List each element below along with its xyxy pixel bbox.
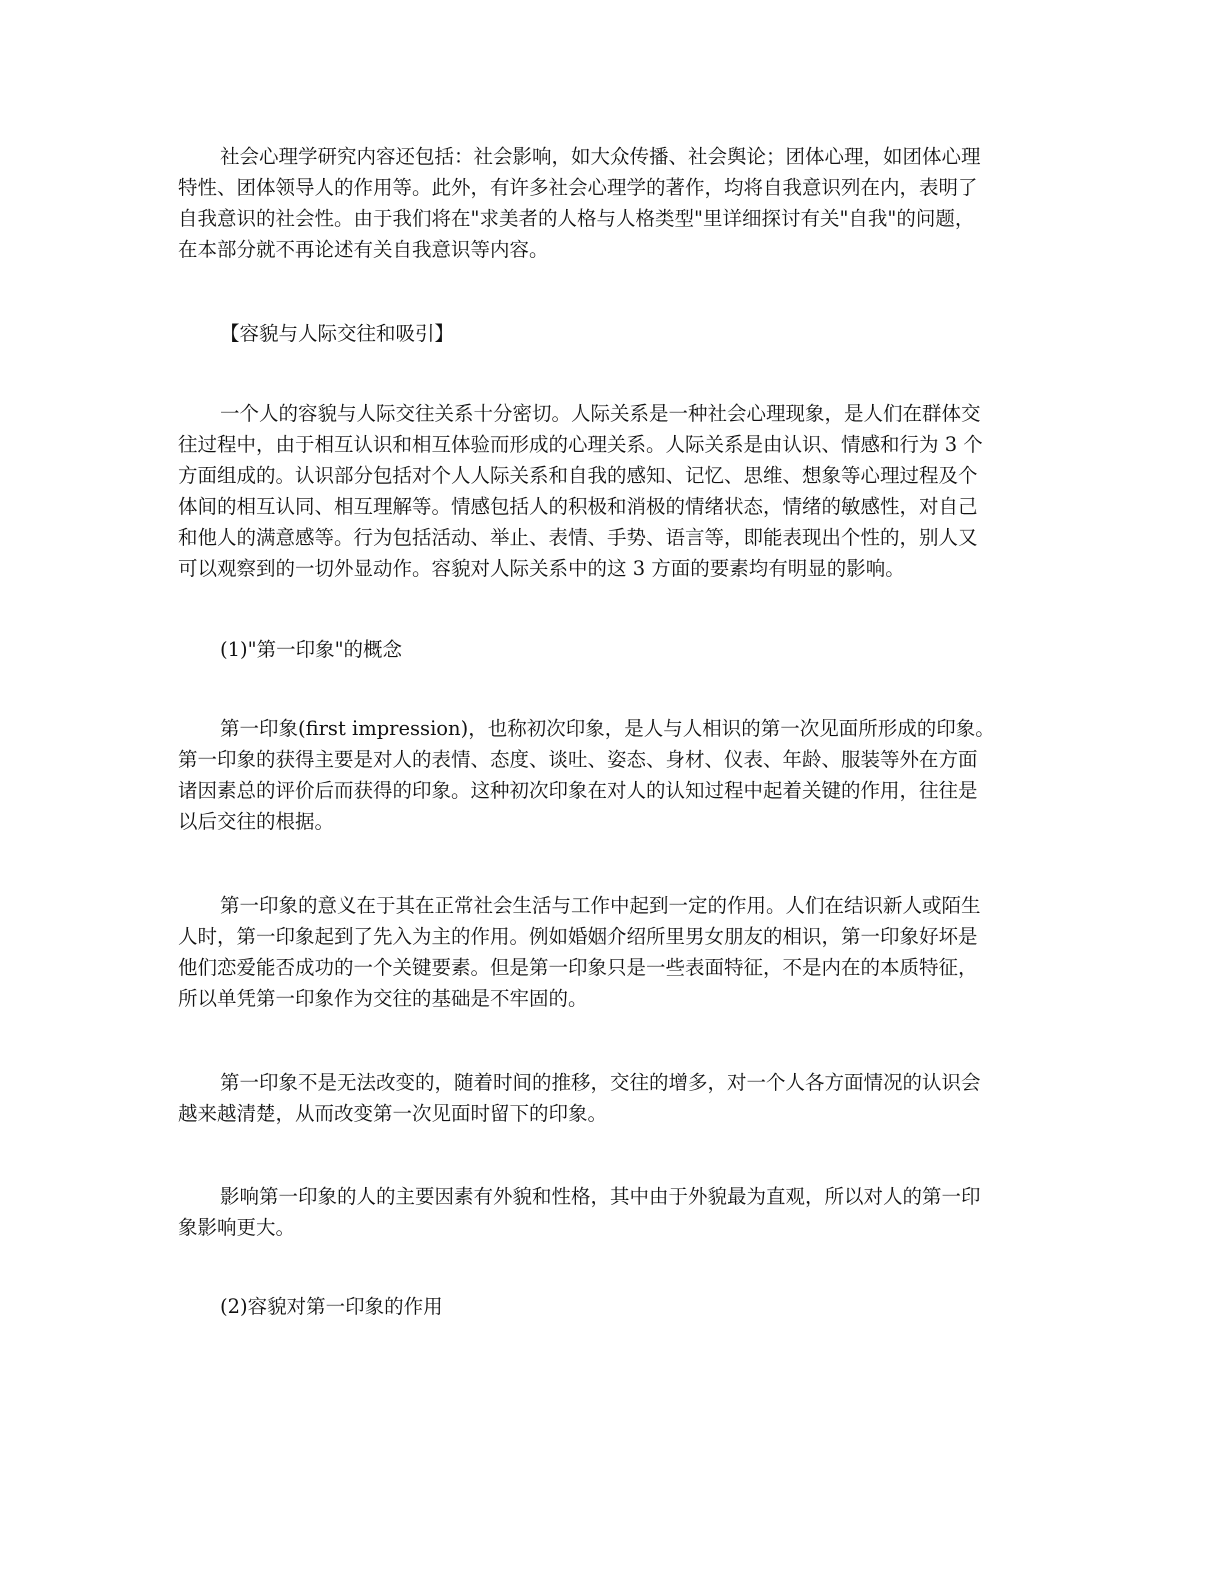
text-line: 象影响更大。 bbox=[178, 1216, 296, 1239]
paragraph-social-psychology-scope bbox=[178, 141, 1038, 265]
paragraph-interpersonal-relations bbox=[178, 398, 1038, 584]
text-line: 社会心理学研究内容还包括：社会影响，如大众传播、社会舆论；团体心理，如团体心理 bbox=[220, 145, 981, 168]
text-line: 体间的相互认同、相互理解等。情感包括人的积极和消极的情绪状态，情绪的敏感性，对自己 bbox=[178, 495, 978, 518]
text-line: 人时，第一印象起到了先入为主的作用。例如婚姻介绍所里男女朋友的相识，第一印象好坏是 bbox=[178, 925, 978, 948]
text-line: 诸因素总的评价后而获得的印象。这种初次印象在对人的认知过程中起着关键的作用，往往是 bbox=[178, 779, 978, 802]
text-line: 第一印象(first impression)，也称初次印象，是人与人相识的第一次见面所形成的印象。 bbox=[220, 717, 995, 740]
section-heading-text: 【容貌与人际交往和吸引】 bbox=[220, 322, 455, 345]
section-heading-appearance-and-attraction bbox=[178, 318, 1038, 349]
text-line: 特性、团体领导人的作用等。此外，有许多社会心理学的著作，均将自我意识列在内，表明了 bbox=[178, 176, 978, 199]
text-line: 在本部分就不再论述有关自我意识等内容。 bbox=[178, 238, 549, 261]
text-line: 以后交往的根据。 bbox=[178, 810, 335, 833]
text-line: 一个人的容貌与人际交往关系十分密切。人际关系是一种社会心理现象，是人们在群体交 bbox=[220, 402, 981, 425]
paragraph-first-impression-factors bbox=[178, 1181, 1038, 1243]
paragraph-first-impression-significance bbox=[178, 890, 1038, 1014]
subheading-text: (1)"第一印象"的概念 bbox=[220, 638, 403, 661]
text-line: 可以观察到的一切外显动作。容貌对人际关系中的这 3 方面的要素均有明显的影响。 bbox=[178, 557, 905, 580]
text-line: 第一印象的获得主要是对人的表情、态度、谈吐、姿态、身材、仪表、年龄、服装等外在方面 bbox=[178, 748, 978, 771]
text-line: 往过程中，由于相互认识和相互体验而形成的心理关系。人际关系是由认识、情感和行为 3 个 bbox=[178, 433, 983, 456]
paragraph-first-impression-changeable bbox=[178, 1067, 1038, 1129]
text-line: 第一印象不是无法改变的，随着时间的推移，交往的增多，对一个人各方面情况的认识会 bbox=[220, 1071, 981, 1094]
text-line: 影响第一印象的人的主要因素有外貌和性格，其中由于外貌最为直观，所以对人的第一印 bbox=[220, 1185, 981, 1208]
text-line: 自我意识的社会性。由于我们将在"求美者的人格与人格类型"里详细探讨有关"自我"的问题， bbox=[178, 207, 975, 230]
subheading-first-impression-concept bbox=[178, 634, 1038, 665]
text-line: 他们恋爱能否成功的一个关键要素。但是第一印象只是一些表面特征，不是内在的本质特征， bbox=[178, 956, 978, 979]
text-line: 第一印象的意义在于其在正常社会生活与工作中起到一定的作用。人们在结识新人或陌生 bbox=[220, 894, 981, 917]
subheading-appearance-effect bbox=[178, 1291, 1038, 1322]
paragraph-first-impression-definition bbox=[178, 713, 1038, 837]
text-line: 和他人的满意感等。行为包括活动、举止、表情、手势、语言等，即能表现出个性的，别人又 bbox=[178, 526, 978, 549]
text-line: 所以单凭第一印象作为交往的基础是不牢固的。 bbox=[178, 987, 588, 1010]
text-line: 越来越清楚，从而改变第一次见面时留下的印象。 bbox=[178, 1102, 608, 1125]
text-line: 方面组成的。认识部分包括对个人人际关系和自我的感知、记忆、思维、想象等心理过程及个 bbox=[178, 464, 978, 487]
subheading-text: (2)容貌对第一印象的作用 bbox=[220, 1295, 443, 1318]
